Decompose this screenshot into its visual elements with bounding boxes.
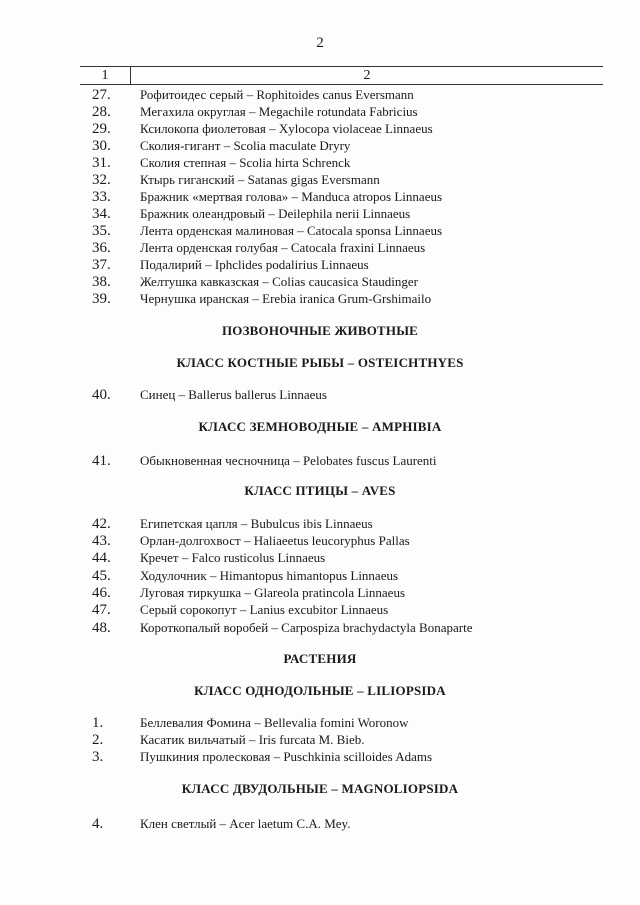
- list-item-number: 3.: [92, 749, 104, 765]
- list-item-species: Пушкиния пролесковая – Puschkinia scilloides Adams: [140, 749, 433, 764]
- list-item-species: Синец – Ballerus ballerus Linnaeus: [140, 387, 327, 402]
- list-item-number: 34.: [92, 206, 111, 222]
- list-item-number: 36.: [92, 240, 111, 256]
- page-number: 2: [316, 35, 324, 51]
- list-item-number: 4.: [92, 816, 104, 832]
- list-item-species: Желтушка кавказская – Colias caucasica Staudinger: [140, 274, 418, 289]
- list-item-number: 41.: [92, 453, 111, 469]
- section-heading: КЛАСС ЗЕМНОВОДНЫЕ – AMPHIBIA: [198, 419, 442, 434]
- list-item-species: Бражник «мертвая голова» – Manduca atropos Linnaeus: [140, 189, 443, 204]
- list-item-number: 29.: [92, 121, 111, 137]
- list-item-species: Орлан-долгохвост – Haliaeetus leucoryphus Pallas: [140, 533, 410, 548]
- list-item-number: 30.: [92, 138, 111, 154]
- list-item-number: 37.: [92, 257, 111, 273]
- list-item-species: Кречет – Falco rusticolus Linnaeus: [140, 550, 326, 565]
- table-header-col1: 1: [101, 68, 109, 83]
- list-item-species: Сколия степная – Scolia hirta Schrenck: [140, 155, 351, 170]
- list-item-species: Бражник олеандровый – Deilephila nerii Linnaeus: [140, 206, 411, 221]
- list-item-species: Серый сорокопут – Lanius excubitor Linnaeus: [140, 602, 389, 617]
- list-item-species: Короткопалый воробей – Carpospiza brachydactyla Bonaparte: [140, 620, 473, 635]
- list-item-species: Ходулочник – Himantopus himantopus Linnaeus: [140, 568, 399, 583]
- list-item-species: Луговая тиркушка – Glareola pratincola Linnaeus: [140, 585, 406, 600]
- list-item-number: 38.: [92, 274, 111, 290]
- list-item-species: Лента орденская голубая – Catocala fraxini Linnaeus: [140, 240, 426, 255]
- list-item-number: 28.: [92, 104, 111, 120]
- list-item-number: 45.: [92, 568, 111, 584]
- list-item-number: 47.: [92, 602, 111, 618]
- list-item-number: 27.: [92, 87, 111, 103]
- list-item-number: 42.: [92, 516, 111, 532]
- list-item-species: Рофитоидес серый – Rophitoides canus Eversmann: [140, 87, 414, 102]
- list-item-species: Чернушка иранская – Erebia iranica Grum-Grshimailo: [140, 291, 432, 306]
- section-heading: ПОЗВОНОЧНЫЕ ЖИВОТНЫЕ: [221, 323, 419, 338]
- list-item-species: Египетская цапля – Bubulcus ibis Linnaeus: [140, 516, 373, 531]
- list-item-species: Сколия-гигант – Scolia maculate Dryry: [140, 138, 351, 153]
- list-item-number: 32.: [92, 172, 111, 188]
- list-item-number: 48.: [92, 620, 111, 636]
- section-heading: КЛАСС ОДНОДОЛЬНЫЕ – LILIOPSIDA: [194, 683, 446, 698]
- list-item-number: 2.: [92, 732, 104, 748]
- list-item-species: Ктырь гиганский – Satanas gigas Eversmann: [140, 172, 380, 187]
- section-heading: КЛАСС ПТИЦЫ – AVES: [244, 483, 396, 498]
- list-item-number: 44.: [92, 550, 111, 566]
- list-item-species: Касатик вильчатый – Iris furcata M. Bieb.: [140, 732, 365, 747]
- list-item-species: Мегахила округлая – Megachile rotundata Fabricius: [140, 104, 418, 119]
- list-item-species: Клен светлый – Acer laetum C.A. Mey.: [140, 816, 351, 831]
- list-item-species: Беллевалия Фомина – Bellevalia fomini Woronow: [140, 715, 409, 730]
- list-item-number: 31.: [92, 155, 111, 171]
- list-item-number: 43.: [92, 533, 111, 549]
- section-heading: КЛАСС ДВУДОЛЬНЫЕ – MAGNOLIOPSIDA: [181, 781, 459, 796]
- list-item-number: 33.: [92, 189, 111, 205]
- section-heading: РАСТЕНИЯ: [283, 651, 357, 666]
- table-header-col2: 2: [363, 68, 371, 83]
- list-item-species: Лента орденская малиновая – Catocala sponsa Linnaeus: [140, 223, 443, 238]
- list-item-number: 40.: [92, 387, 111, 403]
- list-item-number: 1.: [92, 715, 104, 731]
- list-item-number: 39.: [92, 291, 111, 307]
- list-item-number: 46.: [92, 585, 111, 601]
- list-item-species: Обыкновенная чесночница – Pelobates fuscus Laurenti: [140, 453, 437, 468]
- list-item-number: 35.: [92, 223, 111, 239]
- list-item-species: Подалирий – Iphclides podalirius Linnaeus: [140, 257, 369, 272]
- section-heading: КЛАСС КОСТНЫЕ РЫБЫ – OSTEICHTHYES: [176, 355, 464, 370]
- list-item-species: Ксилокопа фиолетовая – Xylocopa violaceae Linnaeus: [140, 121, 433, 136]
